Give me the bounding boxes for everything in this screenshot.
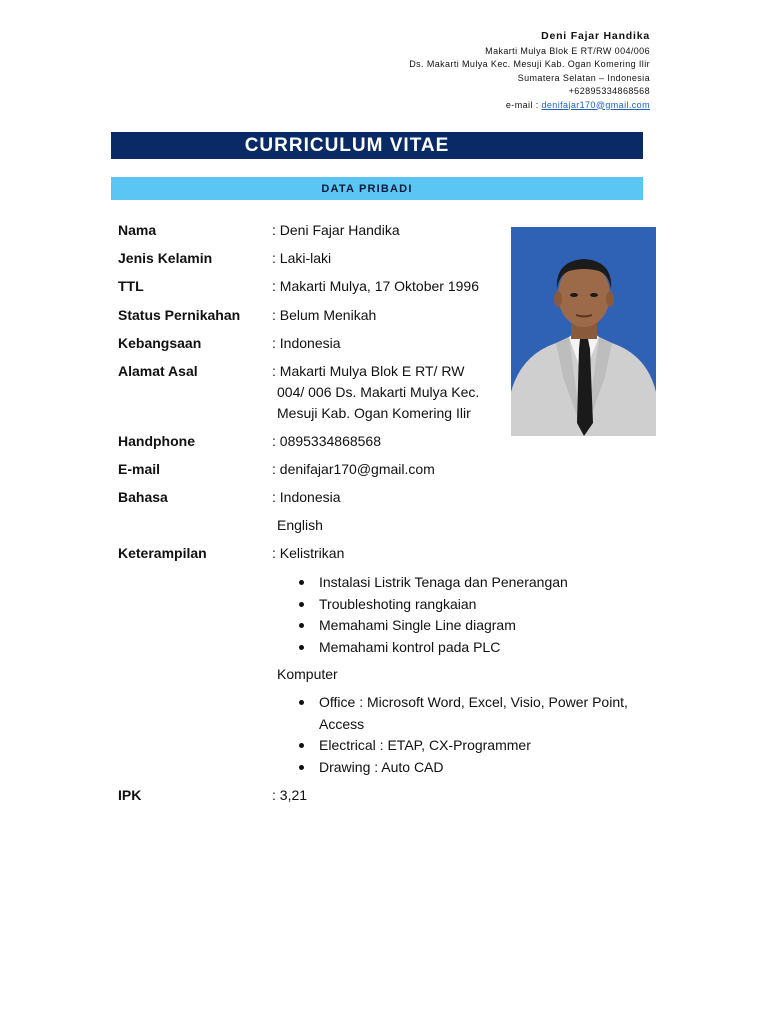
header-name: Deni Fajar Handika [541,30,650,42]
label-ipk: IPK [118,787,142,803]
label-status-pernikahan: Status Pernikahan [118,307,241,323]
label-keterampilan: Keterampilan [118,545,207,561]
list-item: Memahami Single Line diagram [278,615,648,637]
list-item: Office : Microsoft Word, Excel, Visio, Power Point, Access [278,692,639,735]
value-ipk: : 3,21 [272,787,308,803]
value-nama: : Deni Fajar Handika [272,222,400,238]
value-kebangsaan: : Indonesia [272,335,341,351]
header-email-prefix: e-mail : [505,99,542,110]
list-item: Troubleshoting rangkaian [278,594,648,616]
label-bahasa: Bahasa [118,489,168,505]
header-address-line3: Sumatera Selatan – Indonesia [517,72,650,83]
value-bahasa: : Indonesia [272,489,341,505]
section-title: DATA PRIBADI [321,182,413,195]
profile-photo [511,227,656,436]
list-item: Drawing : Auto CAD [278,757,648,779]
list-item: Electrical : ETAP, CX-Programmer [278,735,648,757]
label-kebangsaan: Kebangsaan [118,335,202,351]
cv-title: CURRICULUM VITAE [244,134,450,156]
header-phone: +62895334868568 [568,86,650,96]
header-email-line [250,99,650,113]
skills-electrical-list [278,572,648,658]
value-status-pernikahan: : Belum Menikah [272,307,377,323]
header-address-line2: Ds. Makarti Mulya Kec. Mesuji Kab. Ogan Komering Ilir [409,59,650,69]
value-alamat-asal-line2: 004/ 006 Ds. Makarti Mulya Kec. [277,384,480,400]
skills-computer-list [278,692,648,778]
value-alamat-asal: : Makarti Mulya Blok E RT/ RW [272,363,465,379]
value-ttl: : Makarti Mulya, 17 Oktober 1996 [272,278,479,294]
value-alamat-asal-line3: Mesuji Kab. Ogan Komering Ilir [277,405,471,421]
label-alamat-asal: Alamat Asal [118,363,198,379]
list-item: Instalasi Listrik Tenaga dan Penerangan [278,572,648,594]
value-handphone: : 0895334868568 [272,433,381,449]
list-item: Memahami kontrol pada PLC [278,637,648,659]
label-jenis-kelamin: Jenis Kelamin [118,250,213,266]
contact-header [250,30,650,112]
value-keterampilan: : Kelistrikan [272,545,345,561]
skills-computer-heading: Komputer [277,666,338,682]
value-jenis-kelamin: : Laki-laki [272,250,332,266]
label-email: E-mail [118,461,161,477]
header-email-link[interactable]: denifajar170@gmail.com [541,99,650,110]
value-email: : denifajar170@gmail.com [272,461,435,477]
header-address-line1: Makarti Mulya Blok E RT/RW 004/006 [485,45,650,56]
value-bahasa-line2: English [277,517,323,533]
section-bar-data-pribadi [111,177,643,200]
cv-title-bar [111,132,643,159]
label-ttl: TTL [118,278,144,294]
label-handphone: Handphone [118,433,195,449]
label-nama: Nama [118,222,157,238]
